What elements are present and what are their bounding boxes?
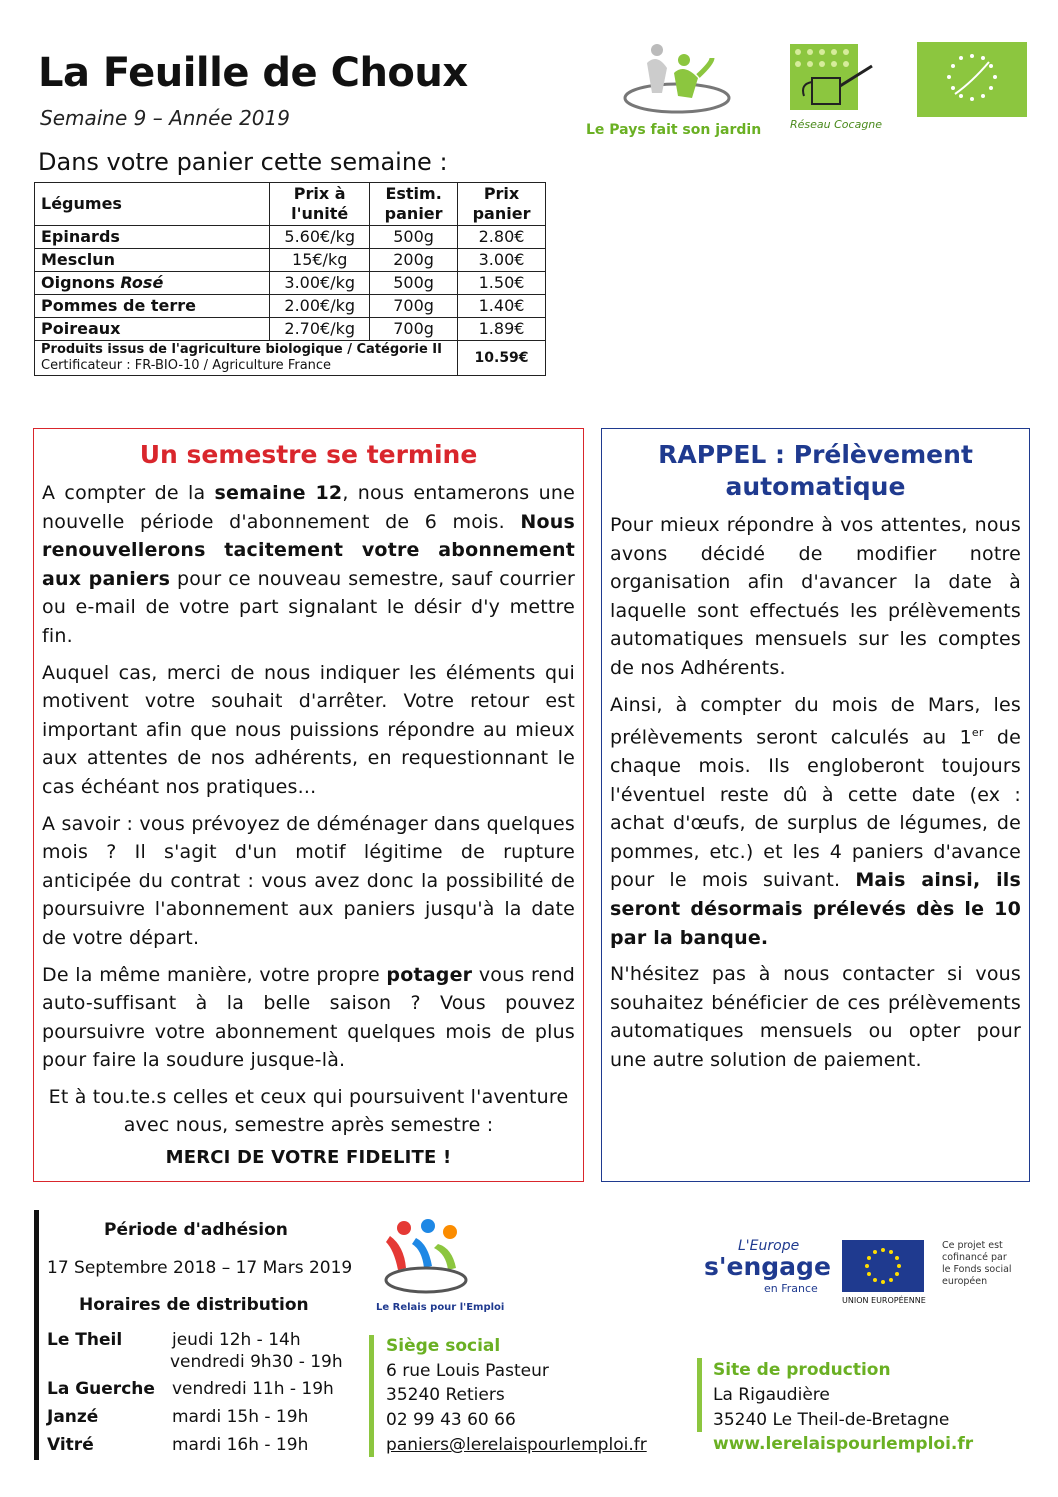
col-header-vegetable: Légumes [35,183,270,226]
table-header-row [35,183,546,226]
pays-jardin-icon [612,38,742,118]
site-name: La Rigaudière [713,1385,830,1405]
cocagne-caption: Réseau Cocagne [790,118,883,131]
semester-title: Un semestre se termine [139,440,478,469]
reminder-title: RAPPEL : Prélèvement automatique [658,440,973,501]
hq-city: 35240 Retiers [386,1385,505,1405]
reminder-paragraph-1: Pour mieux répondre à vos attentes, nous avons décidé de modifier notre organisation afin d'avancer la date à laquelle sont effectués les prélèvements automatiques mensuels sur les comptes de nos Adhérents. [610,514,1021,679]
reminder-panel [601,428,1030,1182]
page-title: La Feuille de Choux [38,50,468,96]
adhesion-dates: 17 Septembre 2018 – 17 Mars 2019 [47,1258,353,1278]
semester-paragraph-2: Auquel cas, merci de nous indiquer les éléments qui motivent votre souhait d'arrêter. Votre retour est important afin que nous puissions répondre au mieux aux attentes de nos adhérents, en requestionnant le cas échéant nos pratiques... [42,661,575,798]
certification-note: Produits issus de l'agriculture biologique / Catégorie II Certificateur : FR-BIO-10 / Agriculture France [35,341,458,376]
schedule-time: mardi 16h - 19h [172,1435,309,1455]
unit-price: 2.00€/kg [270,295,370,318]
vegetable-name: Pommes de terre [35,295,270,318]
price: 2.80€ [458,226,546,249]
thanks-line: MERCI DE VOTRE FIDELITE ! [165,1147,452,1169]
estimate: 500g [370,272,458,295]
schedule-time: vendredi 11h - 19h [172,1379,334,1399]
site-url-link[interactable]: www.lerelaispourlemploi.fr [713,1434,974,1454]
watering-can-icon [790,44,880,112]
hq-title: Siège social [386,1336,501,1356]
pays-jardin-logo [586,38,762,138]
schedule-time: mardi 15h - 19h [172,1407,309,1427]
price: 1.40€ [458,295,546,318]
schedule-time: jeudi 12h - 14h [172,1330,301,1350]
fse-text: Ce projet est cofinancé par le Fonds social européen [942,1240,1012,1287]
semester-paragraph-5: Et à tou.te.s celles et ceux qui poursuivent l'aventure avec nous, semestre après semestre : [48,1085,569,1137]
eu-organic-logo [917,42,1027,117]
hq-email-link[interactable]: paniers@lerelaispourlemploi.fr [386,1435,647,1455]
en-france-text: en France [764,1282,818,1295]
table-row [35,226,546,249]
schedule-place: Le Theil [47,1330,123,1350]
table-row [35,272,546,295]
reseau-cocagne-logo [790,44,883,134]
estimate: 200g [370,249,458,272]
footer-divider-green-2 [697,1358,702,1432]
relais-emploi-logo [376,1218,505,1322]
schedule-place: Janzé [47,1407,99,1427]
table-row [35,295,546,318]
relais-caption: Le Relais pour l'Emploi [376,1302,505,1313]
vegetable-name: Mesclun [35,249,270,272]
unit-price: 5.60€/kg [270,226,370,249]
schedule-time: vendredi 9h30 - 19h [170,1352,343,1372]
table-row [35,318,546,341]
price: 1.89€ [458,318,546,341]
schedule-place: La Guerche [47,1379,155,1399]
eu-flag-icon [842,1240,924,1292]
estimate: 700g [370,295,458,318]
estimate: 700g [370,318,458,341]
semester-paragraph-4: De la même manière, votre propre potager vous rend auto-suffisant à la belle saison ? Vous pouvez poursuivre votre abonnement quelques mois de plus pour faire la soudure jusque-là. [42,963,576,1072]
schedule-place: Vitré [47,1435,94,1455]
engage-text: s'engage [704,1252,831,1281]
price: 3.00€ [458,249,546,272]
col-header-price: Prix panier [458,183,546,226]
hq-street: 6 rue Louis Pasteur [386,1361,549,1381]
pays-jardin-caption: Le Pays fait son jardin [586,122,762,138]
eu-organic-leaf-icon [917,42,1027,117]
adhesion-title: Période d'adhésion [104,1220,288,1240]
semester-paragraph-3: A savoir : vous prévoyez de déménager dans quelques mois ? Il s'agit d'un motif légitime de rupture anticipée du contrat : vous avez donc la possibilité de poursuivre l'abonnement aux paniers jusqu'à la date de votre départ. [42,812,575,949]
table-footer-row [35,341,546,376]
footer-divider-black [34,1210,39,1460]
site-title: Site de production [713,1360,891,1380]
col-header-unit-price: Prix à l'unité [270,183,370,226]
site-city: 35240 Le Theil-de-Bretagne [713,1410,950,1430]
estimate: 500g [370,226,458,249]
eu-flag-logo [842,1240,924,1306]
semester-paragraph-1: A compter de la semaine 12, nous entamerons une nouvelle période d'abonnement de 6 mois. Nous renouvellerons tacitement votre abonnement aux paniers pour ce nouveau semestre, sauf courrier ou e-mail de votre part signalant le désir d'y mettre fin. [42,482,575,647]
unit-price: 3.00€/kg [270,272,370,295]
europe-engage-logo [704,1238,831,1308]
hq-phone: 02 99 43 60 66 [386,1410,516,1430]
reminder-paragraph-3: N'hésitez pas à nous contacter si vous souhaitez bénéficier de ces prélèvements automatiques mensuels ou opter pour une autre solution de paiement. [610,963,1021,1072]
col-header-estimate: Estim. panier [370,183,458,226]
vegetable-name: Poireaux [35,318,270,341]
basket-total: 10.59€ [458,341,546,376]
basket-heading: Dans votre panier cette semaine : [38,148,448,176]
ue-caption: UNION EUROPÉENNE [842,1296,926,1305]
reminder-paragraph-2: Ainsi, à compter du mois de Mars, les prélèvements seront calculés au 1er de chaque mois. Ils engloberont toujours l'éventuel reste dû à cette date (ex : achat d'œufs, de surplus de légumes, de pommes, etc.) et les 4 paniers d'avance pour le mois suivant. Mais ainsi, ils seront désormais prélevés dès le 10 par la banque. [610,693,1021,949]
europe-text: L'Europe [738,1238,800,1254]
vegetable-name: Oignons Rosé [35,272,270,295]
issue-subtitle: Semaine 9 – Année 2019 [40,106,290,130]
vegetable-name: Epinards [35,226,270,249]
semester-panel [33,428,584,1182]
basket-table [34,182,546,376]
unit-price: 2.70€/kg [270,318,370,341]
relais-people-icon [376,1218,476,1298]
price: 1.50€ [458,272,546,295]
hours-title: Horaires de distribution [79,1295,309,1315]
unit-price: 15€/kg [270,249,370,272]
table-row [35,249,546,272]
footer-divider-green-1 [369,1335,374,1457]
